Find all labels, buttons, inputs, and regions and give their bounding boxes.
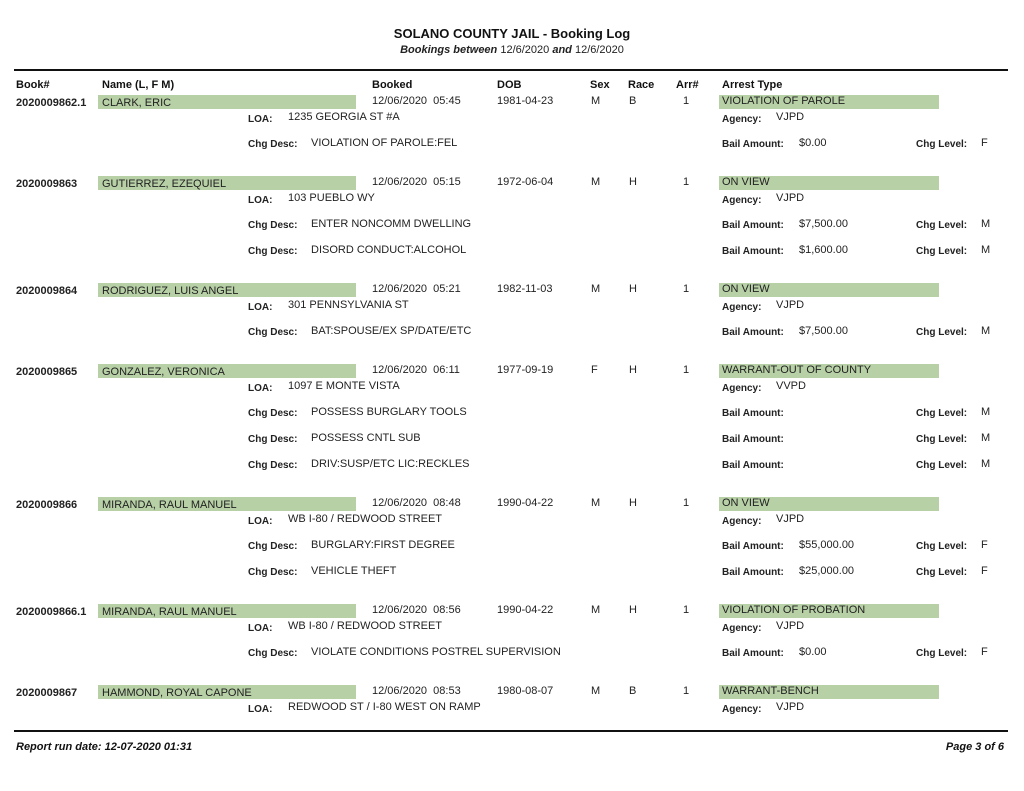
sex-value: M (591, 497, 601, 509)
chg-desc-value: DISORD CONDUCT:ALCOHOL (311, 244, 467, 256)
chg-level-value: M (981, 244, 991, 256)
book-number: 2020009866 (16, 499, 78, 511)
bail-amount-value: $7,500.00 (799, 325, 848, 337)
booked-datetime: 12/06/2020 05:15 (372, 176, 461, 188)
col-booked: Booked (372, 79, 413, 91)
chg-desc-label: Chg Desc: (248, 139, 298, 150)
loa-label: LOA: (248, 516, 273, 527)
chg-level-label: Chg Level: (916, 434, 968, 445)
loa-label: LOA: (248, 704, 273, 715)
charge-row (0, 325, 1024, 341)
loa-value: WB I-80 / REDWOOD STREET (288, 513, 443, 525)
arrest-count: 1 (683, 283, 690, 295)
arrest-count: 1 (683, 95, 690, 107)
booked-datetime: 12/06/2020 05:45 (372, 95, 461, 107)
arrest-count: 1 (683, 604, 690, 616)
agency-value: VVPD (776, 380, 806, 392)
agency-value: VJPD (776, 192, 805, 204)
chg-desc-value: VIOLATION OF PAROLE:FEL (311, 137, 458, 149)
col-dob: DOB (497, 79, 522, 91)
arrest-type: VIOLATION OF PAROLE (722, 95, 846, 107)
bail-amount-value: $7,500.00 (799, 218, 848, 230)
race-value: H (629, 604, 637, 616)
chg-level-label: Chg Level: (916, 327, 968, 338)
bail-amount-label: Bail Amount: (722, 541, 784, 552)
dob-value: 1982-11-03 (497, 283, 553, 295)
loa-value: REDWOOD ST / I-80 WEST ON RAMP (288, 701, 481, 713)
agency-value: VJPD (776, 620, 805, 632)
charge-row (0, 646, 1024, 662)
charge-row (0, 565, 1024, 581)
col-race: Race (628, 79, 655, 91)
bail-amount-value: $25,000.00 (799, 565, 855, 577)
booked-datetime: 12/06/2020 08:53 (372, 685, 461, 697)
bail-amount-label: Bail Amount: (722, 408, 784, 419)
chg-desc-value: POSSESS BURGLARY TOOLS (311, 406, 467, 418)
chg-level-value: F (981, 137, 988, 149)
chg-desc-value: BAT:SPOUSE/EX SP/DATE/ETC (311, 325, 472, 337)
dob-value: 1972-06-04 (497, 176, 554, 188)
col-book: Book# (16, 79, 50, 91)
booked-datetime: 12/06/2020 05:21 (372, 283, 461, 295)
loa-value: WB I-80 / REDWOOD STREET (288, 620, 443, 632)
agency-value: VJPD (776, 299, 805, 311)
inmate-name: GUTIERREZ, EZEQUIEL (102, 178, 227, 190)
book-number: 2020009865 (16, 366, 78, 378)
arrest-type: ON VIEW (722, 497, 770, 509)
charge-row (0, 218, 1024, 234)
arrest-type: VIOLATION OF PROBATION (722, 604, 866, 616)
charge-row (0, 539, 1024, 555)
book-number: 2020009863 (16, 178, 78, 190)
loa-value: 103 PUEBLO WY (288, 192, 375, 204)
agency-label: Agency: (722, 114, 762, 125)
chg-level-label: Chg Level: (916, 220, 968, 231)
sex-value: M (591, 685, 601, 697)
report-title: SOLANO COUNTY JAIL - Booking Log (393, 26, 631, 41)
chg-desc-label: Chg Desc: (248, 327, 298, 338)
chg-desc-value: VEHICLE THEFT (311, 565, 397, 577)
agency-label: Agency: (722, 623, 762, 634)
dob-value: 1981-04-23 (497, 95, 554, 107)
inmate-name: GONZALEZ, VERONICA (102, 366, 225, 378)
bail-amount-value: $0.00 (799, 646, 827, 658)
chg-desc-value: DRIV:SUSP/ETC LIC:RECKLES (311, 458, 470, 470)
col-arr: Arr# (676, 79, 699, 91)
subtitle-and: and (552, 44, 572, 56)
arrest-count: 1 (683, 176, 690, 188)
footer-rule (14, 730, 1008, 732)
report-subtitle (0, 44, 1024, 56)
chg-level-label: Chg Level: (916, 541, 968, 552)
sex-value: M (591, 95, 601, 107)
bail-amount-value: $0.00 (799, 137, 827, 149)
col-sex: Sex (590, 79, 610, 91)
chg-desc-value: BURGLARY:FIRST DEGREE (311, 539, 455, 551)
arrest-type: ON VIEW (722, 176, 770, 188)
chg-level-value: F (981, 539, 988, 551)
chg-level-value: M (981, 406, 991, 418)
sex-value: M (591, 604, 601, 616)
bail-amount-value: $1,600.00 (799, 244, 848, 256)
agency-value: VJPD (776, 111, 805, 123)
race-value: H (629, 176, 637, 188)
loa-value: 301 PENNSYLVANIA ST (288, 299, 409, 311)
col-arrest-type: Arrest Type (722, 79, 783, 91)
charge-row (0, 137, 1024, 153)
charge-row (0, 458, 1024, 474)
date-from: 12/6/2020 (500, 44, 550, 56)
bail-amount-label: Bail Amount: (722, 434, 784, 445)
bail-amount-label: Bail Amount: (722, 648, 784, 659)
loa-label: LOA: (248, 195, 273, 206)
chg-desc-label: Chg Desc: (248, 220, 298, 231)
inmate-name: MIRANDA, RAUL MANUEL (102, 606, 237, 618)
inmate-name: MIRANDA, RAUL MANUEL (102, 499, 237, 511)
chg-desc-value: ENTER NONCOMM DWELLING (311, 218, 472, 230)
book-number: 2020009864 (16, 285, 78, 297)
sex-value: M (591, 283, 601, 295)
dob-value: 1990-04-22 (497, 604, 554, 616)
booked-datetime: 12/06/2020 06:11 (372, 364, 460, 376)
arrest-count: 1 (683, 497, 690, 509)
chg-level-value: M (981, 432, 991, 444)
chg-level-label: Chg Level: (916, 408, 968, 419)
chg-level-value: M (981, 218, 991, 230)
chg-desc-label: Chg Desc: (248, 567, 298, 578)
dob-value: 1990-04-22 (497, 497, 554, 509)
chg-level-label: Chg Level: (916, 246, 968, 257)
page-number: Page 3 of 6 (945, 741, 1004, 753)
arrest-type: WARRANT-OUT OF COUNTY (722, 364, 872, 376)
inmate-name: CLARK, ERIC (102, 97, 172, 109)
inmate-name: HAMMOND, ROYAL CAPONE (102, 687, 252, 699)
bail-amount-label: Bail Amount: (722, 327, 784, 338)
arrest-count: 1 (683, 685, 690, 697)
sex-value: M (591, 176, 601, 188)
book-number: 2020009867 (16, 687, 78, 699)
loa-value: 1235 GEORGIA ST #A (288, 111, 400, 123)
chg-desc-label: Chg Desc: (248, 648, 298, 659)
header-rule (14, 69, 1008, 71)
arrest-count: 1 (683, 364, 690, 376)
charge-row (0, 432, 1024, 448)
bail-amount-label: Bail Amount: (722, 460, 784, 471)
bail-amount-value: $55,000.00 (799, 539, 855, 551)
loa-label: LOA: (248, 383, 273, 394)
chg-desc-value: POSSESS CNTL SUB (311, 432, 421, 444)
arrest-type: ON VIEW (722, 283, 770, 295)
dob-value: 1980-08-07 (497, 685, 554, 697)
chg-level-value: F (981, 646, 988, 658)
chg-desc-label: Chg Desc: (248, 460, 298, 471)
loa-label: LOA: (248, 302, 273, 313)
booked-datetime: 12/06/2020 08:56 (372, 604, 461, 616)
arrest-type: WARRANT-BENCH (722, 685, 819, 697)
chg-level-value: F (981, 565, 988, 577)
chg-level-label: Chg Level: (916, 648, 968, 659)
loa-label: LOA: (248, 623, 273, 634)
book-number: 2020009862.1 (16, 97, 87, 109)
chg-level-label: Chg Level: (916, 139, 968, 150)
chg-desc-value: VIOLATE CONDITIONS POSTREL SUPERVISION (311, 646, 561, 658)
agency-label: Agency: (722, 704, 762, 715)
sex-value: F (591, 364, 598, 376)
chg-level-value: M (981, 458, 991, 470)
agency-label: Agency: (722, 195, 762, 206)
chg-desc-label: Chg Desc: (248, 541, 298, 552)
bail-amount-label: Bail Amount: (722, 246, 784, 257)
chg-desc-label: Chg Desc: (248, 246, 298, 257)
race-value: H (629, 497, 637, 509)
col-name: Name (L, F M) (102, 79, 175, 91)
bail-amount-label: Bail Amount: (722, 139, 784, 150)
bail-amount-label: Bail Amount: (722, 220, 784, 231)
charge-row (0, 406, 1024, 422)
chg-desc-label: Chg Desc: (248, 434, 298, 445)
agency-label: Agency: (722, 383, 762, 394)
loa-value: 1097 E MONTE VISTA (288, 380, 400, 392)
charge-row (0, 244, 1024, 260)
booked-datetime: 12/06/2020 08:48 (372, 497, 461, 509)
loa-label: LOA: (248, 114, 273, 125)
agency-label: Agency: (722, 302, 762, 313)
agency-label: Agency: (722, 516, 762, 527)
chg-level-label: Chg Level: (916, 460, 968, 471)
subtitle-prefix: Bookings between (400, 44, 498, 56)
chg-desc-label: Chg Desc: (248, 408, 298, 419)
bail-amount-label: Bail Amount: (722, 567, 784, 578)
dob-value: 1977-09-19 (497, 364, 554, 376)
chg-level-value: M (981, 325, 991, 337)
race-value: H (629, 364, 637, 376)
book-number: 2020009866.1 (16, 606, 87, 618)
agency-value: VJPD (776, 701, 805, 713)
agency-value: VJPD (776, 513, 805, 525)
race-value: H (629, 283, 637, 295)
race-value: B (629, 95, 637, 107)
report-run-date: Report run date: 12-07-2020 01:31 (16, 741, 193, 753)
date-to: 12/6/2020 (574, 44, 624, 56)
race-value: B (629, 685, 637, 697)
inmate-name: RODRIGUEZ, LUIS ANGEL (102, 285, 239, 297)
chg-level-label: Chg Level: (916, 567, 968, 578)
